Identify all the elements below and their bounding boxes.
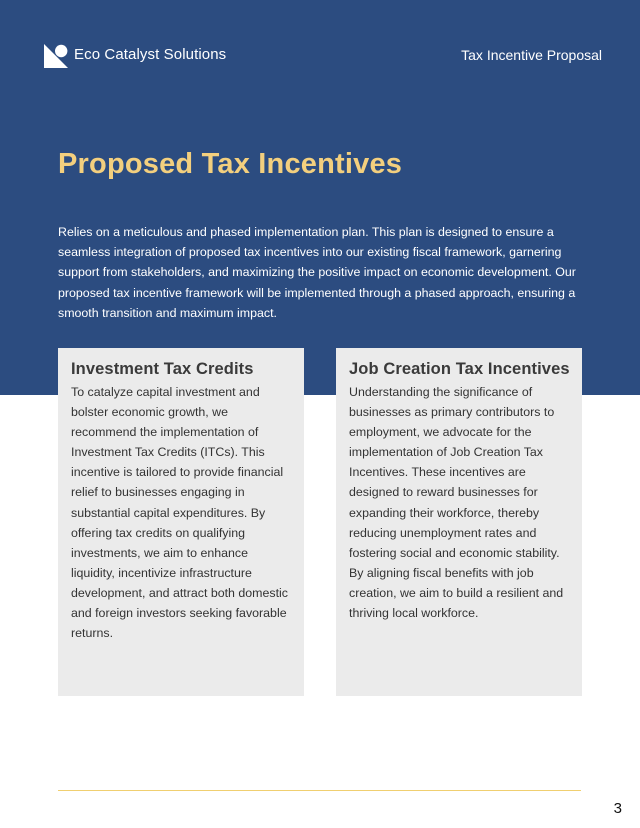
brand-name: Eco Catalyst Solutions xyxy=(74,46,227,63)
document-label: Tax Incentive Proposal xyxy=(461,47,602,63)
card-heading: Job Creation Tax Incentives xyxy=(349,360,570,378)
footer-divider xyxy=(58,790,581,791)
card-body: Understanding the significance of businesses as primary contributors to employment, we advocate for the implementation of Job Creation Tax Incentives. These incentives are designed to reward businesses for expanding their workforce, thereby reducing unemployment rates and fostering social and economic stability. By aligning fiscal benefits with job creation, we aim to build a resilient and thriving local workforce. xyxy=(349,385,564,621)
job-creation-tax-incentives-card xyxy=(336,348,582,696)
brand-logo-icon xyxy=(44,44,68,68)
page-title: Proposed Tax Incentives xyxy=(58,148,403,180)
page-number: 3 xyxy=(613,800,622,817)
card-heading: Investment Tax Credits xyxy=(71,360,254,378)
card-body: To catalyze capital investment and bolster economic growth, we recommend the implementation of Investment Tax Credits (ITCs). This incentive is tailored to provide financial relief to businesses engaging in substantial capital expenditures. By offering tax credits on qualifying investments, we aim to enhance liquidity, incentivize infrastructure development, and attract both domestic and foreign investors seeking favorable returns. xyxy=(71,385,288,641)
investment-tax-credits-card xyxy=(58,348,304,696)
intro-paragraph: Relies on a meticulous and phased implementation plan. This plan is designed to ensure a seamless integration of proposed tax incentives into our existing fiscal framework, garnering support from stakeholders, and maximizing the positive impact on economic development. Our proposed tax incentive framework will be implemented through a phased approach, ensuring a smooth transition and maximum impact. xyxy=(58,225,576,320)
hero-banner xyxy=(0,0,640,395)
